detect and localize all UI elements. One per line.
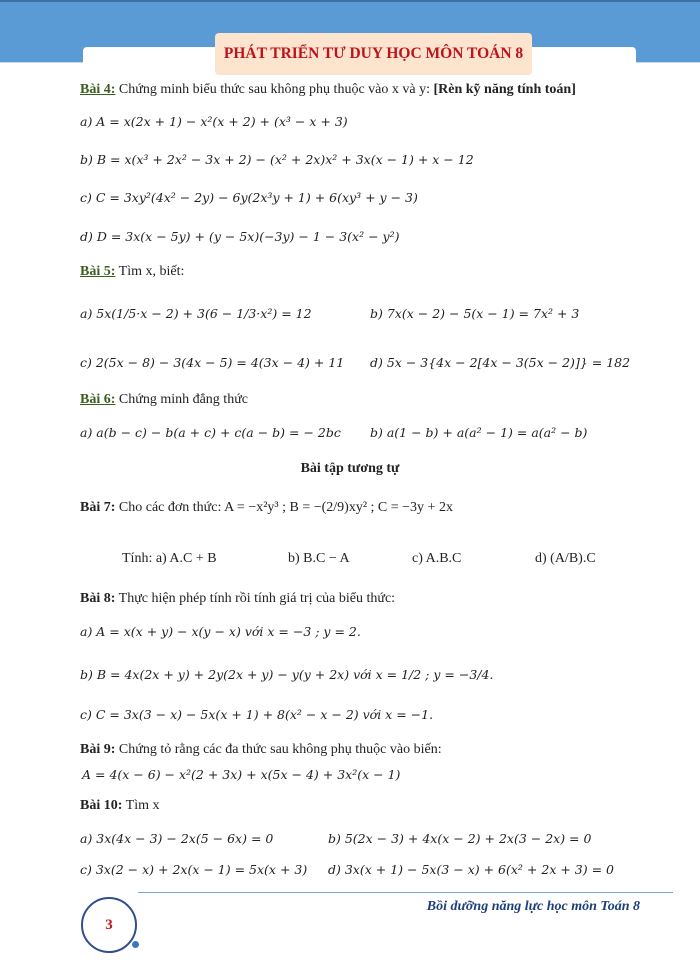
bai10-b: b) 5(2x − 3) + 4x(x − 2) + 2x(3 − 2x) = 0: [328, 831, 592, 846]
bai10-label: Bài 10:: [80, 798, 123, 813]
bai10-heading: [80, 798, 159, 814]
bai5-d: d) 5x − 3{4x − 2[4x − 3(5x − 2)]} = 182: [370, 355, 631, 370]
bai10-text: Tìm x: [122, 798, 160, 813]
bai8-a: a) A = x(x + y) − x(y − x) với x = −3 ; y = 2.: [80, 624, 361, 639]
footer-divider: [138, 892, 673, 893]
bai8-b: b) B = 4x(2x + y) + 2y(2x + y) − y(y + 2x) với x = 1/2 ; y = −3/4.: [80, 667, 494, 682]
bai6-heading: [80, 392, 248, 408]
bai5-heading: [80, 264, 184, 280]
bai9-label: Bài 9:: [80, 742, 116, 757]
bai6-b: b) a(1 − b) + a(a² − 1) = a(a² − b): [370, 425, 588, 440]
bai8-c: c) C = 3x(3 − x) − 5x(x + 1) + 8(x² − x − 2) với x = −1.: [80, 707, 434, 722]
bai4-heading: [80, 82, 576, 98]
bai9-expr: A = 4(x − 6) − x²(2 + 3x) + x(5x − 4) + 3x²(x − 1): [82, 767, 401, 782]
bai9-heading: [80, 742, 442, 758]
bai4-tag: [Rèn kỹ năng tính toán]: [433, 82, 576, 97]
bai7-text: Cho các đơn thức: A = −x²y³ ; B = −(2/9)xy² ; C = −3y + 2x: [115, 500, 453, 515]
bai5-b: b) 7x(x − 2) − 5(x − 1) = 7x² + 3: [370, 306, 580, 321]
bai7-label: Bài 7:: [80, 500, 116, 515]
bai5-text: Tìm x, biết:: [115, 264, 185, 279]
bai7-tinh-a: Tính: a) A.C + B: [122, 551, 217, 566]
bai10-c: c) 3x(2 − x) + 2x(x − 1) = 5x(x + 3): [80, 862, 308, 877]
bai5-c: c) 2(5x − 8) − 3(4x − 5) = 4(3x − 4) + 11: [80, 355, 345, 370]
bai8-text: Thực hiện phép tính rồi tính giá trị của biểu thức:: [115, 591, 396, 606]
decorative-dot: [132, 941, 139, 948]
header-edge: [0, 0, 700, 2]
bai5-label: Bài 5:: [80, 264, 116, 279]
bai7-d: d) (A/B).C: [535, 551, 596, 566]
section-title: Bài tập tương tự: [300, 461, 400, 476]
bai4-b: b) B = x(x³ + 2x² − 3x + 2) − (x² + 2x)x² + 3x(x − 1) + x − 12: [80, 152, 474, 167]
bai6-label: Bài 6:: [80, 392, 116, 407]
bai4-d: d) D = 3x(x − 5y) + (y − 5x)(−3y) − 1 − 3(x² − y²): [80, 229, 400, 244]
footer-text: Bồi dưỡng năng lực học môn Toán 8: [426, 899, 640, 914]
bai8-heading: [80, 591, 395, 607]
bai10-a: a) 3x(4x − 3) − 2x(5 − 6x) = 0: [80, 831, 274, 846]
bai4-a: a) A = x(2x + 1) − x²(x + 2) + (x³ − x + 3): [80, 114, 348, 129]
bai10-d: d) 3x(x + 1) − 5x(3 − x) + 6(x² + 2x + 3) = 0: [328, 862, 614, 877]
bai4-label: Bài 4:: [80, 82, 116, 97]
bai4-c: c) C = 3xy²(4x² − 2y) − 6y(2x³y + 1) + 6(xy³ + y − 3): [80, 190, 418, 205]
bai4-text: Chứng minh biểu thức sau không phụ thuộc vào x và y:: [115, 82, 434, 97]
bai7-b: b) B.C − A: [288, 551, 350, 566]
bai5-a: a) 5x(1/5·x − 2) + 3(6 − 1/3·x²) = 12: [80, 306, 312, 321]
page-title: PHÁT TRIỂN TƯ DUY HỌC MÔN TOÁN 8: [215, 33, 532, 75]
bai6-a: a) a(b − c) − b(a + c) + c(a − b) = − 2bc: [80, 425, 341, 440]
bai7-c: c) A.B.C: [412, 551, 462, 566]
bai6-text: Chứng minh đẳng thức: [115, 392, 249, 407]
bai8-label: Bài 8:: [80, 591, 116, 606]
page-number: 3: [81, 897, 137, 953]
bai9-text: Chứng tỏ rằng các đa thức sau không phụ thuộc vào biến:: [115, 742, 442, 757]
bai7-heading: [80, 500, 453, 516]
